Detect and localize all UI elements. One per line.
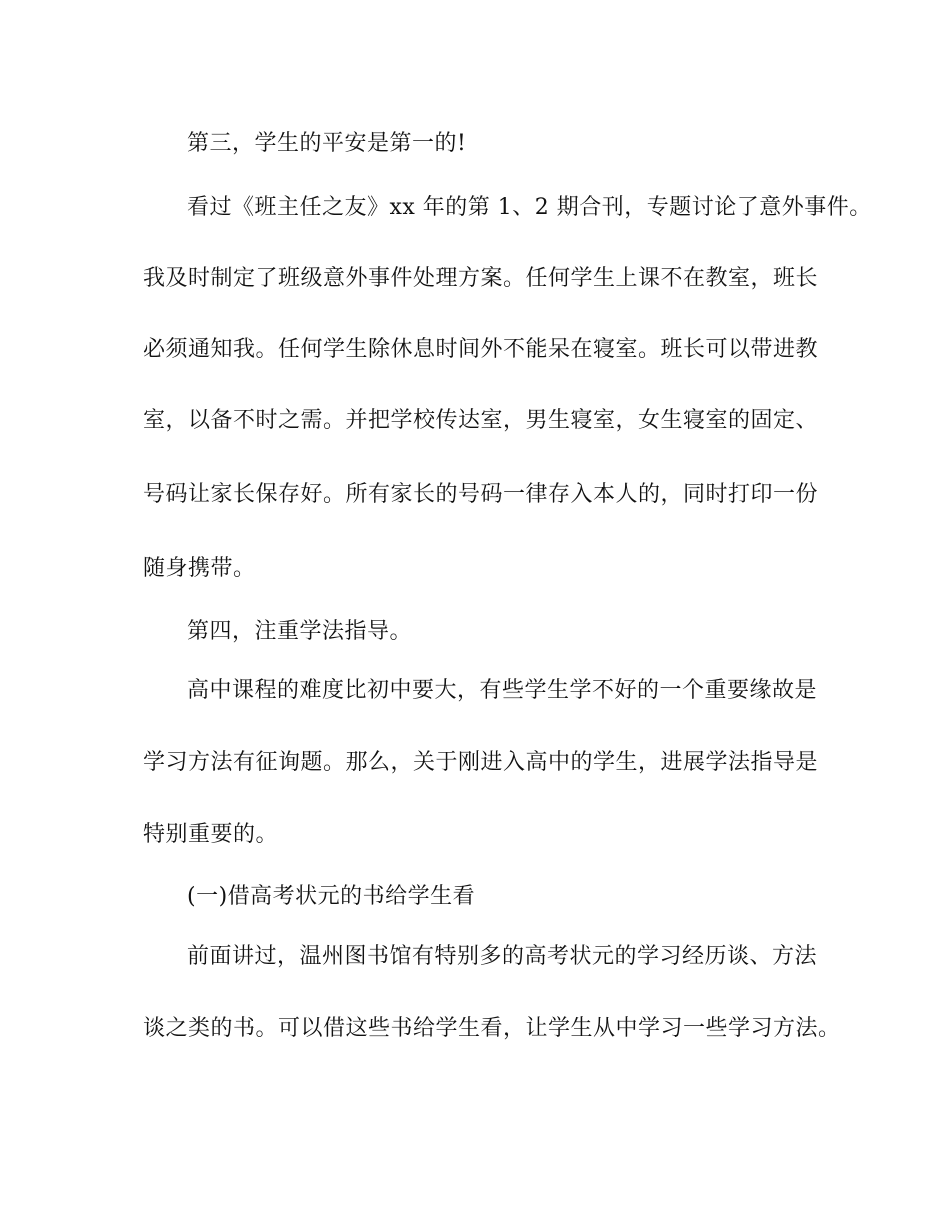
paragraph-line: 我及时制定了班级意外事件处理方案。任何学生上课不在教室，班长	[143, 266, 819, 291]
paragraph-line: 高中课程的难度比初中要大，有些学生学不好的一个重要缘故是	[187, 678, 818, 703]
subheading-books: (一)借高考状元的书给学生看	[187, 884, 476, 909]
heading-study-method: 第四，注重学法指导。	[187, 619, 413, 644]
heading-safety: 第三，学生的平安是第一的!	[187, 131, 467, 156]
paragraph-line: 号码让家长保存好。所有家长的号码一律存入本人的，同时打印一份	[143, 482, 819, 507]
paragraph-line: 学习方法有征询题。那么，关于刚进入高中的学生，进展学法指导是	[143, 750, 819, 775]
paragraph-line: 室，以备不时之需。并把学校传达室，男生寝室，女生寝室的固定、	[143, 408, 819, 433]
paragraph-line: 前面讲过，温州图书馆有特别多的高考状元的学习经历谈、方法	[187, 944, 818, 969]
paragraph-line: 必须通知我。任何学生除休息时间外不能呆在寝室。班长可以带进教	[143, 337, 819, 362]
paragraph-line: 谈之类的书。可以借这些书给学生看，让学生从中学习一些学习方法。	[143, 1016, 841, 1041]
paragraph-line: 特别重要的。	[143, 822, 279, 847]
paragraph-line: 随身携带。	[143, 556, 256, 581]
paragraph-line: 看过《班主任之友》xx 年的第 1、2 期合刊，专题讨论了意外事件。	[187, 195, 872, 220]
